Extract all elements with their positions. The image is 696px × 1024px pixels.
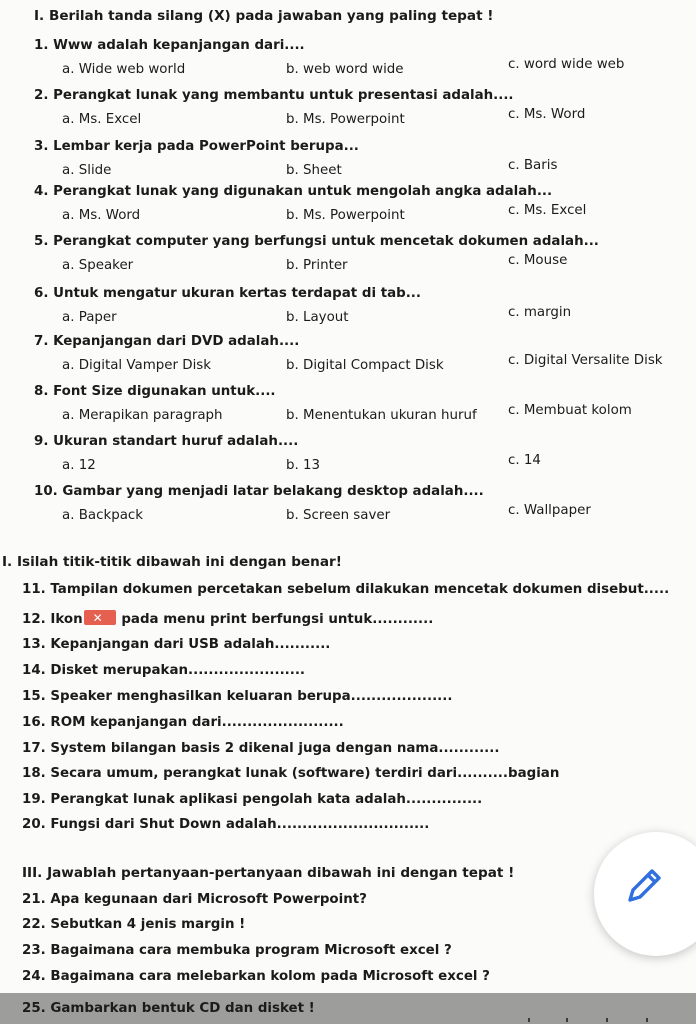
- question-1-option-c[interactable]: c. word wide web: [508, 57, 625, 72]
- question-7-option-b[interactable]: b. Digital Compact Disk: [286, 358, 444, 373]
- question-2-option-b[interactable]: b. Ms. Powerpoint: [286, 112, 405, 127]
- question-6: 6. Untuk mengatur ukuran kertas terdapat di tab...: [34, 286, 421, 301]
- question-7-option-c[interactable]: c. Digital Versalite Disk: [508, 353, 663, 368]
- question-9: 9. Ukuran standart huruf adalah....: [34, 434, 299, 449]
- nav-indicator: [0, 1017, 696, 1022]
- question-4-option-a[interactable]: a. Ms. Word: [62, 208, 141, 223]
- question-1-option-b[interactable]: b. web word wide: [286, 62, 404, 77]
- question-10-option-b[interactable]: b. Screen saver: [286, 508, 391, 523]
- question-9-option-c[interactable]: c. 14: [508, 453, 541, 468]
- question-12-suffix: pada menu print berfungsi untuk............: [116, 612, 434, 627]
- edit-fab-button[interactable]: [594, 832, 696, 956]
- section-2-header: I. Isilah titik-titik dibawah ini dengan benar!: [2, 554, 342, 570]
- question-3-option-c[interactable]: c. Baris: [508, 158, 558, 173]
- question-2-option-a[interactable]: a. Ms. Excel: [62, 112, 142, 127]
- question-2: 2. Perangkat lunak yang membantu untuk presentasi adalah....: [34, 88, 514, 103]
- question-5-option-a[interactable]: a. Speaker: [62, 258, 134, 273]
- question-5-option-b[interactable]: b. Printer: [286, 258, 348, 273]
- question-3-option-b[interactable]: b. Sheet: [286, 163, 342, 178]
- question-4-option-b[interactable]: b. Ms. Powerpoint: [286, 208, 405, 223]
- question-25: 25. Gambarkan bentuk CD dan disket !: [22, 1001, 315, 1016]
- question-20: 20. Fungsi dari Shut Down adalah..............................: [22, 817, 430, 832]
- question-7-option-a[interactable]: a. Digital Vamper Disk: [62, 358, 212, 373]
- question-22: 22. Sebutkan 4 jenis margin !: [22, 917, 246, 932]
- question-5-option-c[interactable]: c. Mouse: [508, 253, 568, 268]
- close-print-preview-icon: [84, 610, 116, 625]
- question-9-option-b[interactable]: b. 13: [286, 458, 321, 473]
- question-12-prefix: 12. Ikon: [22, 612, 83, 627]
- question-12: [22, 610, 433, 629]
- question-8-option-b[interactable]: b. Menentukan ukuran huruf: [286, 408, 477, 423]
- question-16: 16. ROM kepanjangan dari........................: [22, 715, 344, 730]
- question-1: 1. Www adalah kepanjangan dari....: [34, 38, 305, 53]
- question-6-option-a[interactable]: a. Paper: [62, 310, 117, 325]
- question-17: 17. System bilangan basis 2 dikenal juga dengan nama............: [22, 741, 500, 756]
- question-10-option-c[interactable]: c. Wallpaper: [508, 503, 591, 518]
- question-10-option-a[interactable]: a. Backpack: [62, 508, 144, 523]
- question-1-option-a[interactable]: a. Wide web world: [62, 62, 186, 77]
- question-8: 8. Font Size digunakan untuk....: [34, 384, 276, 399]
- question-23: 23. Bagaimana cara membuka program Microsoft excel ?: [22, 943, 452, 958]
- question-19: 19. Perangkat lunak aplikasi pengolah kata adalah...............: [22, 792, 483, 807]
- section-3-header: III. Jawablah pertanyaan-pertanyaan dibawah ini dengan tepat !: [22, 865, 515, 881]
- question-24: 24. Bagaimana cara melebarkan kolom pada Microsoft excel ?: [22, 969, 490, 984]
- question-18: 18. Secara umum, perangkat lunak (software) terdiri dari..........bagian: [22, 766, 560, 781]
- question-15: 15. Speaker menghasilkan keluaran berupa....................: [22, 689, 453, 704]
- bottom-bar: [0, 993, 696, 1024]
- question-10: 10. Gambar yang menjadi latar belakang desktop adalah....: [34, 484, 484, 499]
- question-8-option-c[interactable]: c. Membuat kolom: [508, 403, 632, 418]
- section-1-header: I. Berilah tanda silang (X) pada jawaban yang paling tepat !: [34, 8, 494, 24]
- question-7: 7. Kepanjangan dari DVD adalah....: [34, 334, 300, 349]
- question-4-option-c[interactable]: c. Ms. Excel: [508, 203, 587, 218]
- question-2-option-c[interactable]: c. Ms. Word: [508, 107, 586, 122]
- question-3: 3. Lembar kerja pada PowerPoint berupa...: [34, 139, 359, 154]
- question-14: 14. Disket merupakan.......................: [22, 663, 306, 678]
- question-4: 4. Perangkat lunak yang digunakan untuk mengolah angka adalah...: [34, 184, 553, 199]
- question-5: 5. Perangkat computer yang berfungsi untuk mencetak dokumen adalah...: [34, 234, 599, 249]
- question-6-option-c[interactable]: c. margin: [508, 305, 572, 320]
- question-11: 11. Tampilan dokumen percetakan sebelum dilakukan mencetak dokumen disebut.....: [22, 582, 670, 597]
- question-8-option-a[interactable]: a. Merapikan paragraph: [62, 408, 223, 423]
- question-3-option-a[interactable]: a. Slide: [62, 163, 112, 178]
- question-9-option-a[interactable]: a. 12: [62, 458, 96, 473]
- question-6-option-b[interactable]: b. Layout: [286, 310, 349, 325]
- question-21: 21. Apa kegunaan dari Microsoft Powerpoint?: [22, 892, 367, 907]
- pencil-icon: [624, 866, 664, 906]
- question-13: 13. Kepanjangan dari USB adalah...........: [22, 637, 331, 652]
